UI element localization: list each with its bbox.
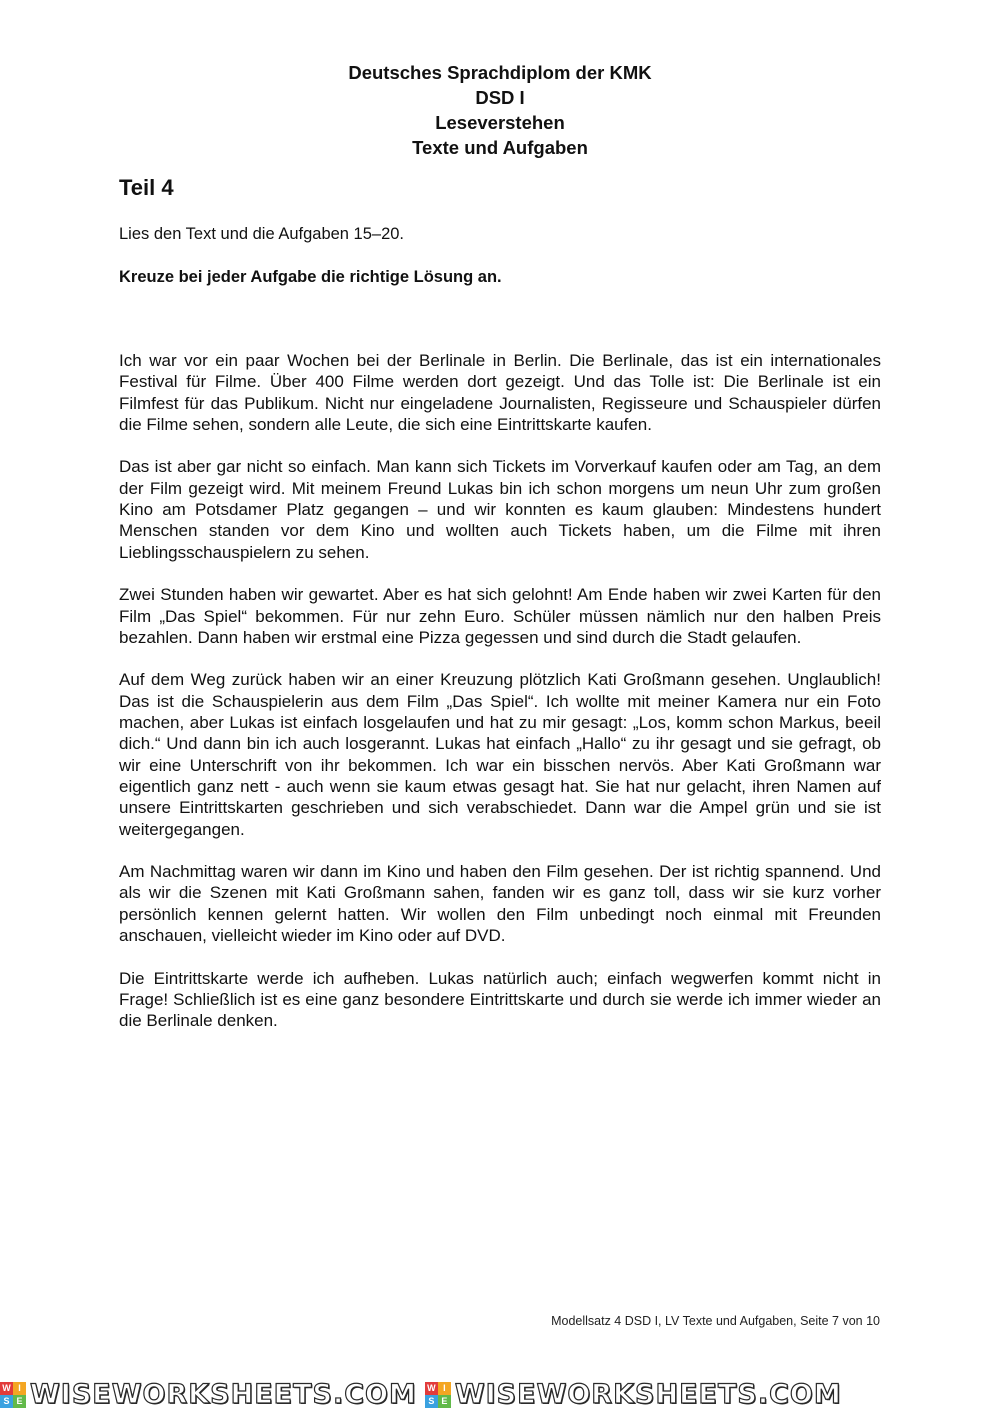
instruction-bold-text: Kreuze bei jeder Aufgabe die richtige Lösung an. [119,268,502,286]
section-title: Teil 4 [119,175,174,200]
paragraph: Das ist aber gar nicht so einfach. Man kann sich Tickets im Vorverkauf kaufen oder am Tag, an dem der Film gezeigt wird. Mit meinem Freund Lukas bin ich schon morgens um neun Uhr zum großen Kino am Potsdamer Platz gegangen – und wir konnten es kaum glauben: Mindestens hundert Menschen standen vor dem Kino und wollten auch Tickets haben, um die Filme mit ihren Lieblingsschauspielern zu sehen. [119,457,881,562]
instruction-text: Lies den Text und die Aufgaben 15–20. [119,225,405,243]
watermark-text: WISEWORKSHEETS.COM [454,1379,842,1410]
page-footer: Modellsatz 4 DSD I, LV Texte und Aufgaben, Seite 7 von 10 [551,1314,880,1328]
header-level: DSD I [475,87,525,108]
watermark-unit [0,1379,417,1410]
paragraph: Ich war vor ein paar Wochen bei der Berlinale in Berlin. Die Berlinale, das ist ein internationales Festival für Filme. Über 400 Filme werden dort gezeigt. Und das Tolle ist: Die Berlinale ist ein Filmfest für das Publikum. Nicht nur eingeladene Journalisten, Regisseure und Schauspieler dürfen die Filme sehen, sondern alle Leute, die sich eine Eintrittskarte kaufen. [119,351,881,434]
header-title: Deutsches Sprachdiplom der KMK [348,62,652,83]
watermark-unit [425,1379,842,1410]
reading-text [119,350,881,1053]
watermark-bar [0,1376,1000,1413]
paragraph: Die Eintrittskarte werde ich aufheben. Lukas natürlich auch; einfach wegwerfen kommt nicht in Frage! Schließlich ist es eine ganz besondere Eintrittskarte und durch sie werde ich immer wieder an die Berlinale denken. [119,968,881,1031]
document-header [0,60,1000,160]
header-skill: Leseverstehen [435,112,565,133]
paragraph: Am Nachmittag waren wir dann im Kino und haben den Film gesehen. Der ist richtig spannend. Und als wir die Szenen mit Kati Großmann sahen, fanden wir es ganz toll, dass wir sie kurz vorher persönlich kennen gelernt hatten. Wir wollen den Film unbedingt noch einmal mit Freunden anschauen, vielleicht wieder im Kino oder auf DVD. [119,862,881,946]
paragraph: Zwei Stunden haben wir gewartet. Aber es hat sich gelohnt! Am Ende haben wir zwei Karten für den Film „Das Spiel“ bekommen. Für nur zehn Euro. Schüler müssen nämlich nur den halben Preis bezahlen. Dann haben wir erstmal eine Pizza gegessen und sind durch die Stadt gelaufen. [119,585,881,647]
watermark-logo-icon: W I S E [425,1382,451,1408]
watermark-text: WISEWORKSHEETS.COM [30,1379,417,1410]
paragraph: Auf dem Weg zurück haben wir an einer Kreuzung plötzlich Kati Großmann gesehen. Unglaublich! Das ist die Schauspielerin aus dem Film „Das Spiel“. Ich wollte mit meiner Kamera nur ein Foto machen, aber Lukas ist einfach losgelaufen und hat zu mir gesagt: „Los, komm schon Markus, beeil dich.“ Und dann bin ich auch losgerannt. Lukas hat einfach „Hallo“ zu ihr gesagt und sie gefragt, ob wir eine Unterschrift von ihr bekommen. Ich war ein bisschen nervös. Aber Kati Großmann war eigentlich ganz nett - auch wenn sie kaum etwas gesagt hat. Sie hat nur gelacht, ihren Namen auf unsere Eintrittskarten geschrieben und sich verabschiedet. Dann war die Ampel grün und sie ist weitergegangen. [119,670,881,839]
watermark-logo-icon: W I S E [0,1382,26,1408]
header-subtitle: Texte und Aufgaben [412,137,588,158]
